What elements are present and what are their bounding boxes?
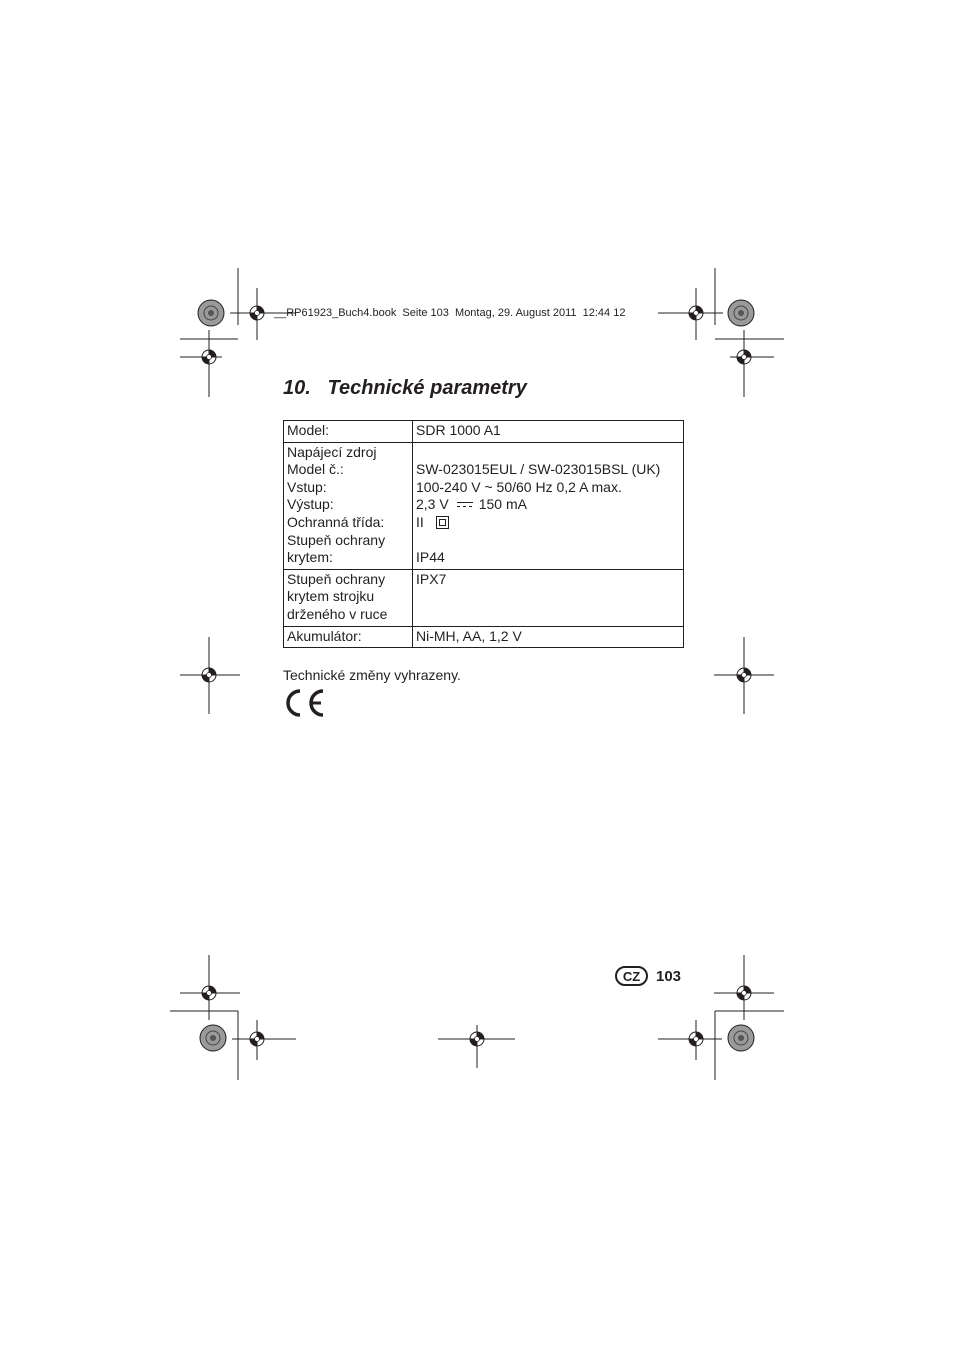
- row-label: Vstup:: [287, 478, 327, 495]
- row-label: Ochranná třída:: [287, 513, 385, 530]
- table-row-battery: [284, 626, 684, 648]
- protection-class-value: II: [416, 513, 424, 530]
- row-label: Stupeň ochrany: [287, 570, 386, 587]
- row-value: Ni-MH, AA, 1,2 V: [416, 627, 522, 644]
- table-row-power-supply: [284, 442, 684, 569]
- empty-line: [416, 532, 680, 550]
- row-label: Stupeň ochrany: [287, 531, 386, 548]
- section-title: 10. Technické parametry: [283, 377, 527, 399]
- value-cell: [413, 421, 684, 443]
- value-cell: [413, 626, 684, 648]
- page-footer: [615, 964, 681, 988]
- value-cell: [413, 442, 684, 569]
- registration-mark-top-right: [658, 268, 784, 397]
- technical-changes-note: Technické změny vyhrazeny.: [283, 667, 461, 683]
- input-value: 100-240 V ~ 50/60 Hz 0,2 A max.: [416, 478, 622, 495]
- table-row-handheld-protection: [284, 569, 684, 626]
- row-label: krytem:: [287, 549, 333, 566]
- output-voltage: 2,3 V: [416, 496, 449, 513]
- label-cell: [284, 442, 413, 569]
- row-label: Model:: [287, 422, 330, 438]
- supply-model-value: SW-023015EUL / SW-023015BSL (UK): [416, 461, 661, 478]
- ce-mark-icon: [283, 688, 327, 718]
- empty-line: [416, 444, 680, 462]
- registration-mark-middle-right: [714, 637, 774, 714]
- registration-mark-middle-left: [180, 637, 240, 714]
- technical-parameters-table: [283, 420, 684, 648]
- row-value: IPX7: [416, 570, 447, 587]
- label-cell: [284, 569, 413, 626]
- output-current: 150 mA: [478, 496, 527, 513]
- protection-class-line: [416, 514, 680, 532]
- label-cell: [284, 421, 413, 443]
- row-value: SDR 1000 A1: [416, 422, 501, 438]
- table-row-model: [284, 421, 684, 443]
- ip-rating-value: IP44: [416, 549, 445, 566]
- row-label: Model č.:: [287, 461, 344, 478]
- label-cell: [284, 626, 413, 648]
- row-label: krytem strojku: [287, 588, 375, 605]
- protection-class-ii-icon: [436, 516, 449, 529]
- row-label: Výstup:: [287, 496, 334, 513]
- row-label: drženého v ruce: [287, 605, 388, 622]
- registration-mark-bottom-left: [170, 955, 296, 1080]
- language-badge: CZ: [615, 966, 648, 986]
- print-file-info: __RP61923_Buch4.book Seite 103 Montag, 29. August 2011 12:44 12: [274, 307, 626, 319]
- row-label: Akumulátor:: [287, 627, 362, 644]
- output-value-line: [416, 496, 680, 514]
- registration-mark-bottom-center: [438, 1025, 515, 1068]
- registration-mark-top-left: [180, 268, 295, 397]
- direct-current-icon: [457, 502, 473, 509]
- page-number: 103: [656, 967, 682, 985]
- row-label: Napájecí zdroj: [287, 443, 377, 460]
- value-cell: [413, 569, 684, 626]
